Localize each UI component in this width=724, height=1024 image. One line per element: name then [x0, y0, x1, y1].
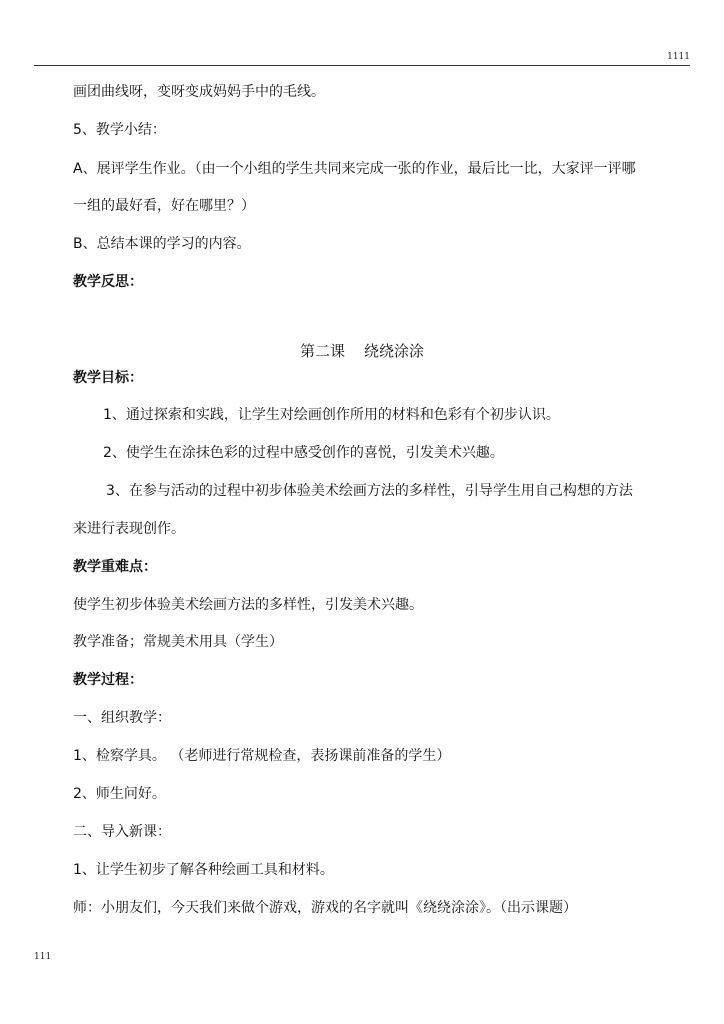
section-heading: 教学过程： [73, 672, 143, 688]
paragraph: 来进行表现创作。 [73, 521, 185, 537]
list-item: 3、在参与活动的过程中初步体验美术绘画方法的多样性，引导学生用自己构想的方法 [106, 483, 633, 499]
section-heading: 教学目标： [73, 370, 143, 386]
header-page-number: 1111 [667, 52, 690, 62]
paragraph: 5、教学小结： [73, 122, 166, 138]
list-item: 2、使学生在涂抹色彩的过程中感受创作的喜悦，引发美术兴趣。 [103, 445, 504, 461]
section-heading: 教学重难点： [73, 559, 157, 575]
paragraph: 二、导入新课： [73, 824, 171, 840]
paragraph: 教学准备；常规美术用具（学生） [73, 634, 283, 650]
paragraph: 画团曲线呀，变呀变成妈妈手中的毛线。 [73, 84, 325, 100]
paragraph: A、展评学生作业。（由一个小组的学生共同来完成一张的作业，最后比一比，大家评一评哪 [73, 161, 636, 177]
list-item: 1、让学生初步了解各种绘画工具和材料。 [73, 862, 334, 878]
paragraph: 使学生初步体验美术绘画方法的多样性，引发美术兴趣。 [73, 597, 423, 613]
header-rule [34, 65, 690, 66]
paragraph: 一组的最好看，好在哪里？） [73, 198, 255, 214]
list-item: 2、师生问好。 [73, 786, 166, 802]
footer-page-number: 111 [34, 952, 52, 962]
list-item: 1、检察学具。 （老师进行常规检查，表扬课前准备的学生） [73, 748, 451, 764]
paragraph: 一、组织教学： [73, 710, 171, 726]
paragraph: B、总结本课的学习的内容。 [73, 236, 251, 252]
paragraph: 师：小朋友们，今天我们来做个游戏，游戏的名字就叫《绕绕涂涂》。（出示课题） [73, 900, 577, 916]
list-item: 1、通过探索和实践，让学生对绘画创作所用的材料和色彩有个初步认识。 [103, 407, 560, 423]
lesson-title: 第二课 绕绕涂涂 [299, 342, 425, 360]
section-heading: 教学反思： [73, 274, 143, 290]
